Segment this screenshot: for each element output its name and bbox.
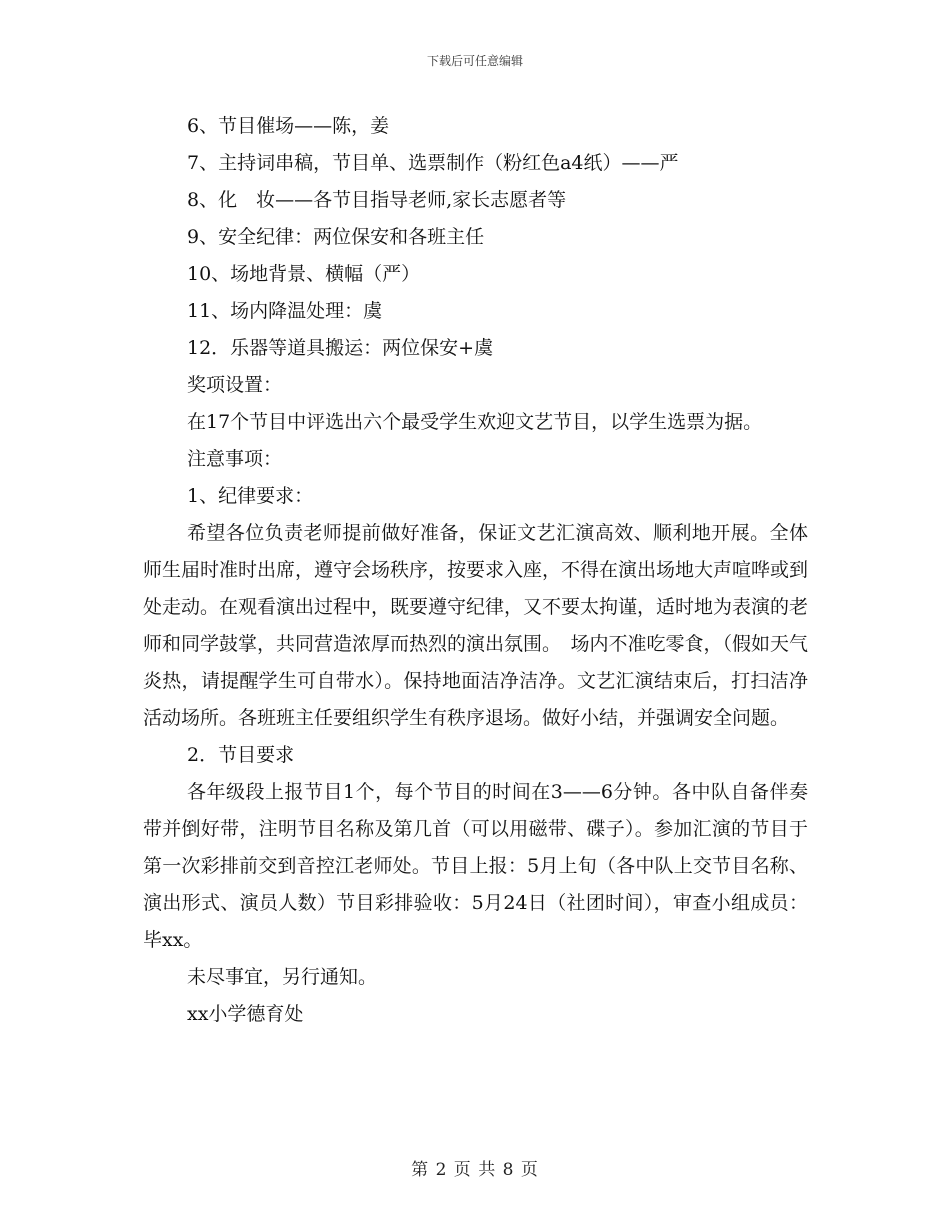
discipline-paragraph: 希望各位负责老师提前做好准备，保证文艺汇演高效、顺利地开展。全体师生届时准时出席，遵守会场秩序，按要求入座，不得在演出场地大声喧哗或到处走动。在观看演出过程中，既要遵守纪律，又不要太拘谨，适时地为表演的老师和同学鼓掌，共同营造浓厚而热烈的演出氛围。 场内不准吃零食，（假如天气炎热，请提醒学生可自带水）。保持地面洁净洁净。文艺汇演结束后，打扫洁净活动场所。各班班主任要组织学生有秩序退场。做好小结，并强调安全问题。: [143, 522, 809, 729]
document-body: [143, 108, 808, 1033]
closing-line: 未尽事宜，另行通知。: [187, 966, 378, 988]
list-item-11: 11、场内降温处理：虞: [187, 300, 383, 322]
list-item-10: 10、场地背景、横幅（严）: [187, 263, 421, 285]
list-item-6: 6、节目催场——陈，姜: [187, 115, 390, 137]
program-heading: 2．节目要求: [187, 744, 295, 766]
list-item-12: 12．乐器等道具搬运：两位保安+虞: [187, 337, 494, 359]
list-item-8: 8、化 妆——各节目指导老师,家长志愿者等: [187, 189, 567, 211]
awards-paragraph: 在17个节目中评选出六个最受学生欢迎文艺节目，以学生选票为据。: [187, 411, 763, 433]
discipline-heading: 1、纪律要求：: [187, 485, 314, 507]
awards-heading: 奖项设置：: [187, 374, 283, 396]
signature-line: xx小学德育处: [187, 1003, 304, 1025]
program-paragraph: 各年级段上报节目1个，每个节目的时间在3——6分钟。各中队自备伴奏带并倒好带，注明节目名称及第几首（可以用磁带、碟子）。参加汇演的节目于第一次彩排前交到音控江老师处。节目上报：5月上旬（各中队上交节目名称、演出形式、演员人数）节目彩排验收：5月24日（社团时间），审查小组成员：毕xx。: [143, 781, 808, 951]
page-header: 下载后可任意编辑: [426, 54, 523, 68]
notes-heading: 注意事项：: [187, 448, 283, 470]
list-item-9: 9、安全纪律：两位保安和各班主任: [187, 226, 485, 248]
page-footer: 第 2 页 共 8 页: [411, 1160, 539, 1180]
list-item-7: 7、主持词串稿，节目单、选票制作（粉红色a4纸）——严: [187, 152, 679, 174]
